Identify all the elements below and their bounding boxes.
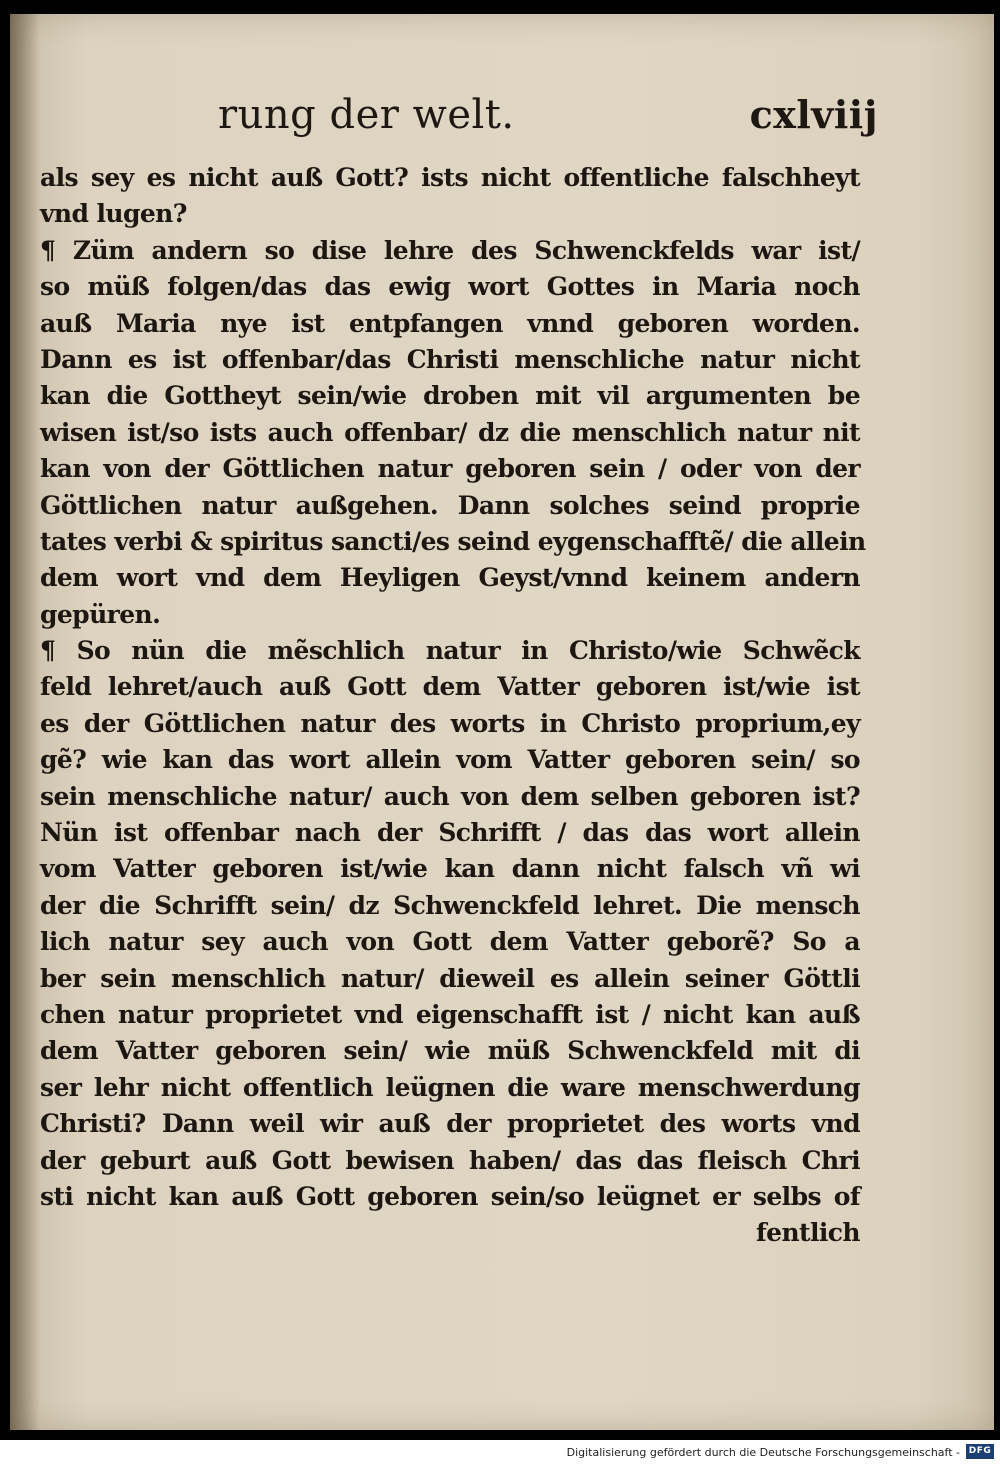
running-head-title: rung der welt.	[218, 92, 515, 138]
text-line: auß Maria nye ist entpfangen vnnd geboren worden.	[40, 308, 860, 338]
text-line: Christi? Dann weil wir auß der proprietet des worts vnd	[40, 1109, 860, 1139]
text-line: wisen ist/so ists auch offenbar/ dz die menschlich natur nit	[40, 417, 860, 447]
text-line: als sey es nicht auß Gott? ists nicht offentliche falschheyt	[40, 163, 860, 192]
text-line: gepüren.	[40, 599, 161, 629]
text-line: der geburt auß Gott bewisen haben/ das das fleisch Chri	[40, 1145, 860, 1175]
text-line: Göttlichen natur außgehen. Dann solches seind proprie	[40, 490, 860, 520]
text-line: es der Göttlichen natur des worts in Christo proprium,ey	[40, 708, 860, 738]
text-line: vom Vatter geboren ist/wie kan dann nicht falsch vñ wi	[40, 854, 860, 884]
text-line: dem Vatter geboren sein/ wie müß Schwenckfeld mit di	[40, 1036, 860, 1066]
text-line: ber sein menschlich natur/ dieweil es allein seiner Göttli	[40, 963, 860, 993]
gutter-shadow	[10, 14, 40, 1430]
footer-bar	[0, 1440, 1000, 1466]
body-text	[40, 160, 866, 1252]
text-line: dem wort vnd dem Heyligen Geyst/vnnd keinem andern	[40, 563, 860, 593]
text-line: vnd lugen?	[40, 199, 187, 229]
funding-credit: Digitalisierung gefördert durch die Deutsche Forschungsgemeinschaft -	[566, 1446, 960, 1459]
paragraph-start-line: ¶ Züm andern so dise lehre des Schwenckfelds war ist/	[40, 235, 860, 265]
running-head	[218, 92, 878, 152]
text-line: der die Schrifft sein/ dz Schwenckfeld lehret. Die mensch	[40, 890, 860, 920]
text-line: so müß folgen/das das ewig wort Gottes in Maria noch	[40, 272, 860, 302]
text-line: kan die Gottheyt sein/wie droben mit vil argumenten be	[40, 381, 860, 411]
text-line: sti nicht kan auß Gott geboren sein/so leügnet er selbs of	[40, 1181, 860, 1211]
text-line: gẽ? wie kan das wort allein vom Vatter geboren sein/ so	[40, 745, 860, 775]
catchword: fentlich	[756, 1218, 860, 1248]
paragraph-start-line: ¶ So nün die mẽschlich natur in Christo/wie Schwẽck	[40, 636, 860, 666]
text-line: ser lehr nicht offentlich leügnen die ware menschwerdung	[40, 1072, 860, 1102]
text-line: feld lehret/auch auß Gott dem Vatter geboren ist/wie ist	[40, 672, 860, 702]
dfg-logo: DFG	[966, 1444, 994, 1459]
text-line: sein menschliche natur/ auch von dem selben geboren ist?	[40, 781, 860, 811]
text-line: kan von der Göttlichen natur geboren sein / oder von der	[40, 454, 860, 484]
folio-number: cxlviij	[749, 92, 878, 137]
text-line: chen natur proprietet vnd eigenschafft ist / nicht kan auß	[40, 999, 860, 1029]
text-line: lich natur sey auch von Gott dem Vatter geborẽ? So a	[40, 927, 860, 957]
text-line: Nün ist offenbar nach der Schrifft / das das wort allein	[40, 818, 860, 848]
text-line: Dann es ist offenbar/das Christi menschliche natur nicht	[40, 344, 860, 374]
text-line: tates verbi & spiritus sancti/es seind eygenschafftẽ/ die allein	[40, 526, 866, 556]
